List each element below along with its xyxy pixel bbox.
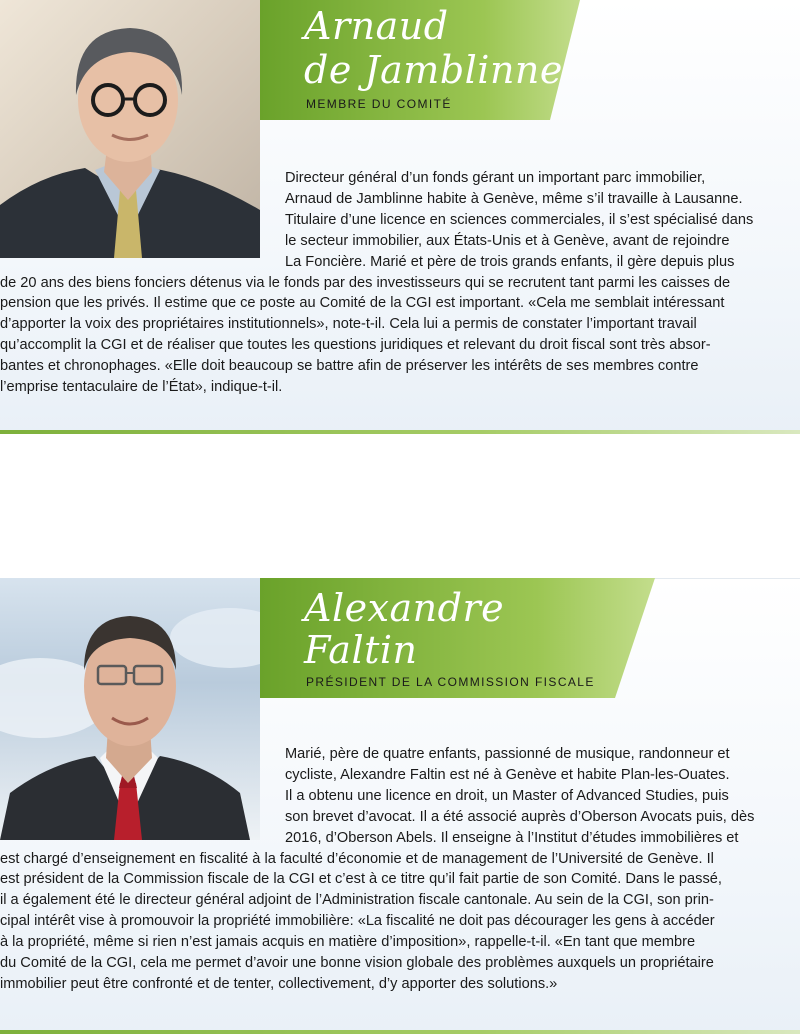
profile-bio xyxy=(0,168,800,398)
bio-line: de 20 ans des biens fonciers détenus via le fonds par des investisseurs qui se recrutent tant parmi les caisses de xyxy=(0,274,731,291)
person-name-line-2: de Jamblinne xyxy=(304,48,563,92)
bio-line: bantes et chronophages. «Elle doit beaucoup se battre afin de préserver les intérêts de ses membres contre xyxy=(0,358,699,375)
person-role: PRÉSIDENT DE LA COMMISSION FISCALE xyxy=(306,675,595,689)
person-name-line-1: Arnaud xyxy=(304,4,449,48)
bio-line: qu’accomplit la CGI et de réaliser que toutes les questions juridiques et relevant du droit fiscal sont très absor- xyxy=(0,337,711,354)
bio-line: cipal intérêt vise à promouvoir la propriété immobilière: «La fiscalité ne doit pas décourager les gens à accéder xyxy=(0,913,715,930)
name-banner xyxy=(260,0,580,120)
bio-line: il a également été le directeur général adjoint de l’Administration fiscale cantonale. Au sein de la CGI, son prin- xyxy=(0,892,714,909)
bio-line: est président de la Commission fiscale de la CGI et c’est à ce titre qu’il fait partie de son Comité. Dans le passé, xyxy=(0,871,722,888)
bio-line: Directeur général d’un fonds gérant un important parc immobilier, xyxy=(285,170,706,186)
person-name-line-1: Alexandre xyxy=(304,586,505,630)
bio-line: 2016, d’Oberson Abels. Il enseigne à l’Institut d’études immobilières et xyxy=(285,829,739,846)
bio-line: l’emprise tentaculaire de l’État», indique-t-il. xyxy=(0,379,283,396)
person-name-line-2: Faltin xyxy=(304,628,418,672)
bio-line: d’apporter la voix des propriétaires institutionnels», note-t-il. Cela lui a permis de constater l’important travail xyxy=(0,316,697,333)
bio-line: Marié, père de quatre enfants, passionné de musique, randonneur et xyxy=(285,746,730,762)
bio-line: pension que les privés. Il estime que ce poste au Comité de la CGI est important. «Cela me semblait intéressant xyxy=(0,295,725,312)
bio-line: Il a obtenu une licence en droit, un Master of Advanced Studies, puis xyxy=(285,787,729,804)
name-banner xyxy=(260,578,655,698)
bio-line: Arnaud de Jamblinne habite à Genève, même s’il travaille à Lausanne. xyxy=(285,190,743,207)
section-divider xyxy=(0,430,800,434)
bio-line: cycliste, Alexandre Faltin est né à Genève et habite Plan-les-Ouates. xyxy=(285,766,730,783)
bio-line: à la propriété, même si rien n’est jamais acquis en matière d’imposition», rappelle-t-il. «En tant que membre xyxy=(0,934,696,951)
person-role: MEMBRE DU COMITÉ xyxy=(306,97,452,111)
profile-bio xyxy=(0,744,800,995)
profile-card-1 xyxy=(0,0,800,434)
bio-line: est chargé d’enseignement en fiscalité à la faculté d’économie et de management de l’Université de Genève. Il xyxy=(0,850,714,867)
bio-line: son brevet d’avocat. Il a été associé auprès d’Oberson Avocats puis, dès xyxy=(285,808,755,825)
bio-line: du Comité de la CGI, cela me permet d’avoir une bonne vision globale des problèmes auxquels un propriétaire xyxy=(0,955,714,972)
section-divider xyxy=(0,1030,800,1034)
bio-line: le secteur immobilier, aux États-Unis et à Genève, avant de rejoindre xyxy=(285,232,730,249)
bio-line: La Foncière. Marié et père de trois grands enfants, il gère depuis plus xyxy=(285,253,735,270)
bio-line: immobilier peut être confronté et de tenter, collectivement, d’y apporter des solutions.» xyxy=(0,975,558,992)
bio-line: Titulaire d’une licence en sciences commerciales, il s’est spécialisé dans xyxy=(285,211,754,228)
